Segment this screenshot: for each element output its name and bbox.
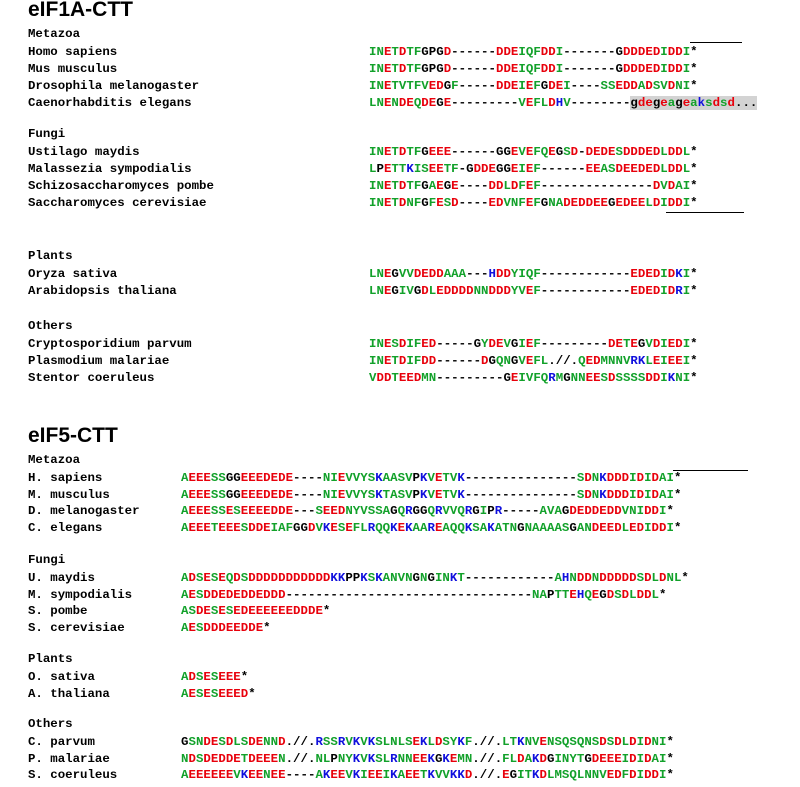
sequence: INETDTFGEEE------GGEVEFQEGSD-DEDESDDDEDLDDL*	[369, 145, 698, 159]
species-label: Cryptosporidium parvum	[28, 337, 192, 351]
species-label: M. sympodialis	[28, 587, 133, 602]
sequence: INETDIFDD------DGQNGVEFL.//.QEDMNNVRKLEIEEI*	[369, 353, 698, 368]
sequence: AESDDDEEDDE*	[181, 620, 271, 635]
motif-underline-eif1a-yeast	[666, 212, 744, 213]
species-label: Caenorhabditis elegans	[28, 95, 192, 110]
motif-overline-eif5-human	[673, 470, 748, 471]
species-label: H. sapiens	[28, 471, 103, 485]
sequence: ADSESEEE*	[181, 670, 249, 684]
group-header: Plants	[28, 249, 73, 263]
sequence: VDDTEEDMN---------GEIVFQRMGNNEESDSSSSDDIKNI*	[369, 370, 698, 385]
species-label: Saccharomyces cerevisiae	[28, 195, 207, 210]
species-label: A. thaliana	[28, 686, 110, 701]
species-label: D. melanogaster	[28, 504, 140, 519]
species-label: Schizosaccharomyces pombe	[28, 178, 214, 193]
species-label: O. sativa	[28, 670, 95, 684]
sequence: GSNDESDLSDENND.//.RSSRVKVKSLNLSEKLDSYKF.//.LTKNVENSQSQNSDSDLDIDNI*	[181, 735, 674, 749]
species-label: Drosophila melanogaster	[28, 78, 200, 93]
panel-title-eif1a: eIF1A-CTT	[28, 0, 133, 21]
sequence: AEEESSESEEEEDDE---SEEDNYVSSAGQRGGQRVVQRGIPR-----AVAGDEDDEDDVNIDDI*	[181, 504, 674, 519]
species-label: S. coeruleus	[28, 768, 118, 783]
group-header: Metazoa	[28, 27, 81, 41]
sequence: AESDDEDEDDEDDD---------------------------------NAPTTEHQEGDSDLDDL*	[181, 587, 667, 602]
group-header: Others	[28, 319, 73, 333]
sequence: AEEESSGGEEEDEDE----NIEVVYSKTASVPKVETVK---------------SDNKDDDIDIDAI*	[181, 487, 682, 502]
species-label: Malassezia sympodialis	[28, 161, 192, 176]
species-label: C. parvum	[28, 735, 95, 749]
panel-title-eif5: eIF5-CTT	[28, 424, 118, 447]
sequence: ADSESEQDSDDDDDDDDDDDKKPPKSKANVNGNGINKT------------AHNDDNDDDDDSDLDNL*	[181, 571, 689, 585]
species-label: S. pombe	[28, 604, 88, 619]
species-label: C. elegans	[28, 520, 103, 535]
species-label: S. cerevisiae	[28, 620, 125, 635]
sequence: LNENDEQDEGE---------VEFLDHV--------gdegeageaksdsd...	[369, 95, 758, 110]
species-label: Mus musculus	[28, 61, 118, 76]
species-label: M. musculus	[28, 487, 110, 502]
sequence: NDSDEDDETDEEEN.//.NLPNYKVKSLRNNEEKGKEMN.//.FLDAKDGINYTGDEEEIDIDAI*	[181, 751, 674, 766]
sequence: AEEEEEEVKEENEE----AKEEVKIEEIKAEETKVVKKD.//.EGITKDLMSQLNNVEDFDIDDI*	[181, 768, 674, 783]
group-header: Fungi	[28, 127, 66, 141]
sequence: INETVTFVEDGF-----DDEIEFGDEI----SSEDDADSVDNI*	[369, 78, 698, 93]
species-label: Oryza sativa	[28, 267, 118, 281]
sequence: INESDIFED-----GYDEVGIEF---------DETEGVDIEDI*	[369, 337, 698, 351]
group-header: Plants	[28, 652, 73, 666]
species-label: Stentor coeruleus	[28, 370, 155, 385]
sequence: LPETTKISEETF-GDDEGGEIEF------EEASDEEDEDLDDL*	[369, 161, 698, 176]
group-header: Fungi	[28, 553, 66, 567]
species-label: P. malariae	[28, 751, 110, 766]
group-header: Metazoa	[28, 453, 81, 467]
sequence: INETDTFGPGD------DDEIQFDDI-------GDDDEDIDDI*	[369, 61, 698, 76]
sequence: ASDESESEDEEEEEEDDDE*	[181, 604, 331, 619]
sequence: AESESEEED*	[181, 686, 256, 701]
sequence: LNEGVVDEDDAAA---HDDYIQF------------EDEDIDKI*	[369, 267, 698, 281]
species-label: Plasmodium malariae	[28, 353, 170, 368]
sequence: LNEGIVGDLEDDDDNNDDDYVEF------------EDEDIDRI*	[369, 283, 698, 298]
group-header: Others	[28, 717, 73, 731]
motif-overline-eif1a-human	[690, 42, 742, 43]
sequence: INETDNFGFESD----EDVNFEFGNADEDDEEGEDEELDIDDI*	[369, 195, 698, 210]
species-label: U. maydis	[28, 571, 95, 585]
species-label: Homo sapiens	[28, 45, 118, 59]
sequence: AEEETEEESDDEIAFGGDVKESEFLRQQKEKAAREAQQKSAKATNGNAAAASGANDEEDLEDIDDI*	[181, 520, 682, 535]
species-label: Ustilago maydis	[28, 145, 140, 159]
sequence: INETDTFGPGD------DDEIQFDDI-------GDDDEDIDDI*	[369, 45, 698, 59]
sequence: INETDTFGAEGE----DDLDFEF---------------DVDAI*	[369, 178, 698, 193]
species-label: Arabidopsis thaliana	[28, 283, 177, 298]
sequence: AEEESSGGEEEDEDE----NIEVVYSKAASVPKVETVK---------------SDNKDDDIDIDAI*	[181, 471, 682, 485]
